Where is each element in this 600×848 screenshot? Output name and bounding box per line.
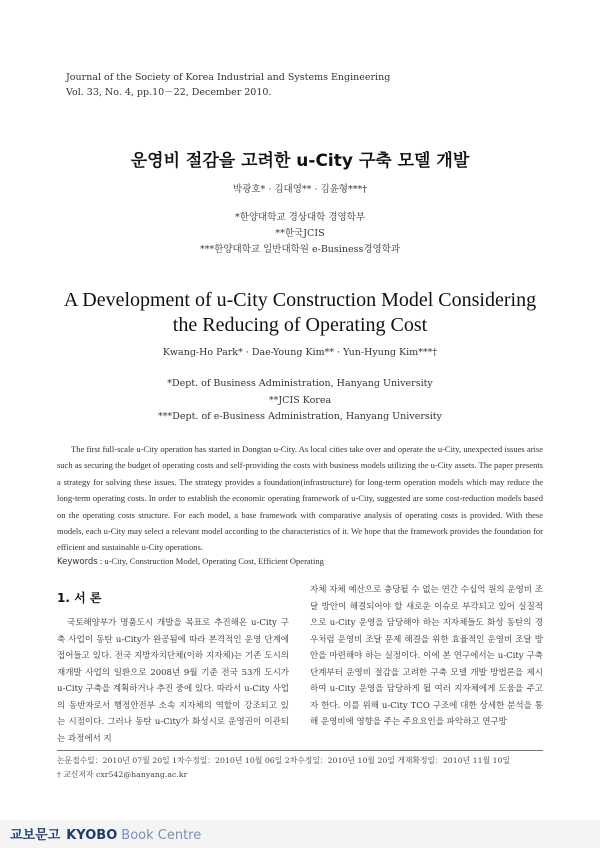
kyobo-english-logo: KYOBO: [66, 828, 118, 843]
keywords: [57, 556, 543, 567]
affiliation-ko-3: ***한양대학교 일반대학원 e-Business경영학과: [199, 244, 401, 255]
section-heading: 1. 서 론: [57, 591, 102, 605]
affiliation-ko-1: *한양대학교 경상대학 경영학부: [234, 212, 366, 223]
keywords-label: Keywords: [57, 557, 98, 567]
title-english: [0, 288, 600, 338]
body-column-left: 국토해양부가 명품도시 개발을 목표로 추진해온 u-City 구축 사업이 동탄 u-City가 완공됨에 따라 본격적인 운영 단계에 접어들고 있다. 전국 지방자치단체(이하 지자체)는 기존 도시의 재개발 사업의 일환으로 2008년 9월 기준 전국 53개 도시가 u-City 구축을 계획하거나 추진 중에 있다. 따라서 u-City 사업의 동반자로서 행정안전부 소속 지자체의 역할이 강조되고 있는 시점이다. 그러나 동탄 u-City가 화성시로 운영권이 이관되는 과정에서 지: [57, 618, 289, 744]
affiliation-ko-2: **한국JCIS: [275, 228, 325, 239]
footnote-corresponding-author: † 교신저자 cxr542@hanyang.ac.kr: [57, 770, 188, 779]
kyobo-korean-logo: 교보문고: [10, 828, 61, 843]
footnote-divider: [57, 750, 543, 751]
title-korean: 운영비 절감을 고려한 u-City 구축 모델 개발: [130, 151, 470, 171]
book-centre-text: Book Centre: [121, 828, 202, 843]
kyobo-watermark: [10, 824, 201, 843]
keywords-text: : u-City, Construction Model, Operating Cost, Efficient Operating: [97, 556, 324, 566]
affiliation-en-3: ***Dept. of e-Business Administration, Hanyang University: [158, 411, 442, 422]
authors-english: Kwang-Ho Park* · Dae-Young Kim** · Yun-Hyung Kim***†: [162, 347, 438, 358]
abstract: The first full-scale u-City operation has started in Dongtan u-City. As local cities take over and operate the u-City, unexpected issues arise such as securing the budget of operating costs and self-providing the costs with business models utilizing the u-City assets. The paper presents a strategy for solving these issues. The strategy provides a foundation(infrastructure) for long-term operation models which may reduce the long-term operating costs. In order to establish the economic operating framework of u-City, suggested are some cost-reduction models based on the operating costs structure. For each model, a base framework with comparative analysis of operating costs is provided. With these models, each u-City may select a relevant model according to the characteristics of it. We hope that the framework provides the foundation for efficient and sustainable u-City operations.: [57, 444, 543, 553]
journal-header: [66, 70, 390, 100]
footnote-dates: 논문접수일：2010년 07월 20일 1차수정일：2010년 10월 06일 2차수정일：2010년 10월 20일 게재확정일：2010년 11월 10일: [57, 756, 511, 765]
title-english-line-2: the Reducing of Operating Cost: [172, 314, 428, 336]
affiliation-en-1: *Dept. of Business Administration, Hanyang University: [167, 378, 433, 389]
affiliations-korean: [0, 210, 600, 258]
affiliations-english: [0, 376, 600, 426]
journal-volume: Vol. 33, No. 4, pp.10－22, December 2010.: [66, 87, 272, 98]
authors-korean: 박광호* · 김대영** · 김윤형***†: [233, 184, 367, 195]
journal-name: Journal of the Society of Korea Industrial and Systems Engineering: [66, 72, 391, 83]
title-english-line-1: A Development of u-City Construction Model Considering: [63, 289, 537, 311]
body-column-right: 자체 자체 예산으로 충당될 수 없는 연간 수십억 원의 운영비 조달 방안이 해결되어야 할 새로운 이슈로 부각되고 있어 실질적으로 u-City 운영을 담당해야 하는 지자체들도 화성 동탄의 경우처럼 운영비 조달 문제 해결을 위한 효율적인 운영비 조달 방안을 마련해야 하는 실정이다. 이에 본 연구에서는 u-City 구축 단계부터 운영비 절감을 고려한 구축 모델 개발 방법론을 제시하여 u-City 운영을 담당하게 될 여러 지자체에게 도움을 주고자 한다. 이를 위해 u-City TCO 구조에 대한 상세한 분석을 통해 운영비에 영향을 주는 주요요인을 파악하고 연구방: [310, 585, 543, 727]
affiliation-en-2: **JCIS Korea: [268, 394, 332, 406]
